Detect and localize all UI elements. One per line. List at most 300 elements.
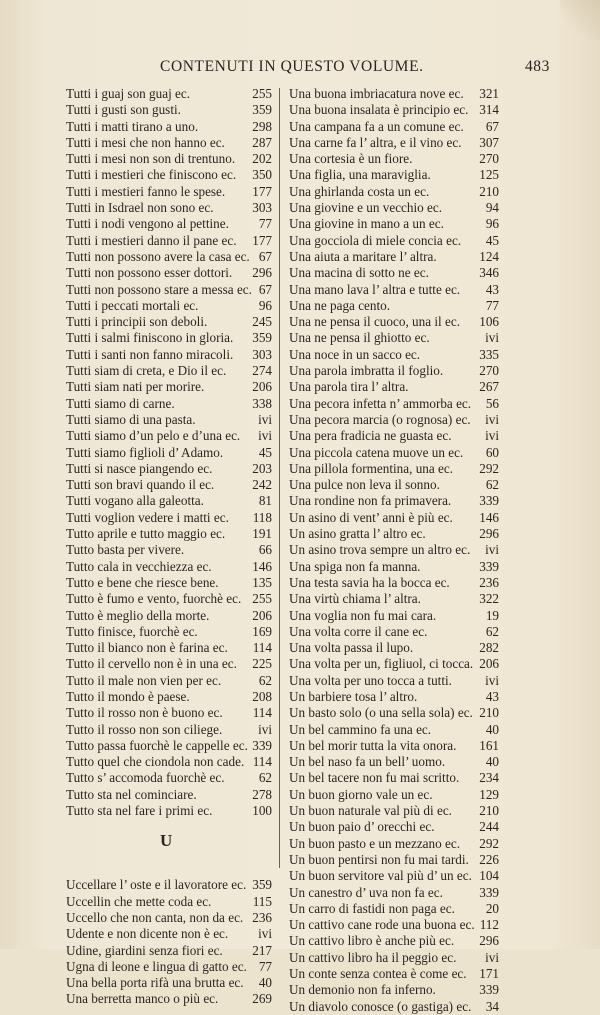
entry-text: Un buon pasto e un mezzano ec. [289,835,461,851]
entry-text: Uccellare l’ oste e il lavoratore ec. [66,877,247,893]
entry-page: 269 [252,991,272,1007]
entry-page: 115 [252,893,272,909]
entry-text: Tutti i mestieri fanno le spese. [66,183,226,199]
entry-text: Una volta corre il cane ec. [289,623,428,639]
index-entry [289,314,499,330]
entry-text: Tutti siam nati per morire. [66,379,205,395]
index-entry [289,885,499,901]
entry-text: Tutti non possono esser dottori. [66,265,233,281]
entry-page: 43 [485,688,499,704]
entry-page: 234 [479,770,499,786]
entry-page: 236 [252,909,272,925]
index-entry [66,86,272,102]
index-entry [289,102,499,118]
entry-text: Un bel cammino fa una ec. [289,721,432,737]
entry-text: Tutti siam di creta, e Dio il ec. [66,363,227,379]
entry-text: Tutto aprile e tutto maggio ec. [66,526,226,542]
entry-page: 206 [479,656,499,672]
entry-page: 118 [252,509,272,525]
index-entry [289,493,499,509]
entry-page: 67 [485,118,499,134]
entry-page: 114 [252,705,272,721]
entry-page: 62 [485,477,499,493]
entry-page: 346 [479,265,499,281]
index-entry [289,119,499,135]
entry-text: Tutti i nodi vengono al pettine. [66,216,229,232]
entry-page: 66 [258,542,272,558]
index-entry [66,396,272,412]
entry-page: 267 [479,379,499,395]
entry-text: Una volta passa il lupo. [289,640,414,656]
entry-text: Uccellin che mette coda ec. [66,893,212,909]
index-entry [289,852,499,868]
index-entry [66,151,272,167]
entry-page: 245 [252,314,272,330]
index-entry [289,982,499,998]
index-entry [289,575,499,591]
entry-text: Tutti siamo di carne. [66,395,175,411]
entry-page: 210 [479,705,499,721]
entry-page: 217 [252,942,272,958]
entry-text: Tutti i mestieri che finiscono ec. [66,167,237,183]
entry-text: Una pillola formentina, una ec. [289,460,454,476]
entry-text: Tutti vogano alla galeotta. [66,493,204,509]
index-entry [66,894,272,910]
entry-page: ivi [485,428,499,444]
index-entry [66,102,272,118]
index-entry [66,412,272,428]
entry-page: 244 [479,819,499,835]
entry-text: Tutto basta per vivere. [66,542,185,558]
index-entry [66,347,272,363]
index-entry [289,200,499,216]
index-entry [66,379,272,395]
index-entry [66,770,272,786]
entry-text: Una pera fradicia ne guasta ec. [289,428,452,444]
index-entry [66,689,272,705]
entry-page: 94 [485,200,499,216]
entry-page: 96 [485,216,499,232]
entry-page: 43 [485,281,499,297]
entry-page: ivi [485,542,499,558]
entry-text: Un asino gratta l’ altro ec. [289,526,426,542]
entry-text: Tutti siamo di una pasta. [66,411,196,427]
entry-page: 191 [252,526,272,542]
running-header [160,58,550,80]
entry-page: 146 [252,558,272,574]
entry-page: 282 [479,640,499,656]
entry-text: Un demonio non fa inferno. [289,982,436,998]
index-entry [289,265,499,281]
entry-text: Una virtù chiama l’ altra. [289,591,421,607]
index-entry [289,624,499,640]
entry-page: 62 [485,623,499,639]
index-entry [289,249,499,265]
index-entry [66,330,272,346]
entry-page: 62 [258,672,272,688]
index-entry [66,991,272,1007]
index-entry [66,656,272,672]
index-entry [289,673,499,689]
entry-text: Tutti non possono stare a messa ec. [66,281,252,297]
entry-page: 114 [252,754,272,770]
index-entry [289,868,499,884]
index-entry [289,135,499,151]
entry-text: Tutto passa fuorchè le cappelle ec. [66,737,248,753]
entry-page: 77 [258,958,272,974]
index-entry [66,477,272,493]
entry-page: 335 [479,346,499,362]
entry-text: Una figlia, una maraviglia. [289,167,431,183]
entry-page: 210 [479,183,499,199]
entry-page: 210 [479,803,499,819]
entry-text: Tutti non possono avere la casa ec. [66,248,250,264]
entry-page: 96 [258,297,272,313]
entry-text: Una noce in un sacco ec. [289,346,421,362]
index-entry [66,445,272,461]
entry-text: Tutti voglion vedere i matti ec. [66,509,229,525]
entry-page: 359 [252,102,272,118]
index-entry [66,298,272,314]
index-entry [289,282,499,298]
entry-text: Una berretta manco o più ec. [66,991,219,1007]
entries-una-un [289,86,499,1015]
entry-text: Tutti i mestieri danno il pane ec. [66,232,237,248]
entry-page: 339 [479,982,499,998]
index-entry [66,542,272,558]
entry-text: Una giovine e un vecchio ec. [289,200,443,216]
entry-text: Udine, giardini senza fiori ec. [66,942,223,958]
index-entry [289,347,499,363]
index-entry [66,640,272,656]
entry-text: Tutto s’ accomoda fuorchè ec. [66,770,225,786]
entry-page: 45 [258,444,272,460]
entry-text: Una piccola catena muove un ec. [289,444,464,460]
entry-page: 171 [479,966,499,982]
entry-text: Tutto sta nel fare i primi ec. [66,803,213,819]
entry-page: 287 [252,134,272,150]
entry-page: 203 [252,460,272,476]
index-entry [289,233,499,249]
index-entry [66,673,272,689]
entry-text: Tutto il mondo è paese. [66,688,190,704]
entry-text: Una macina di sotto ne ec. [289,265,429,281]
entry-page: 177 [252,232,272,248]
entry-text: Un basto solo (o una sella sola) ec. [289,705,473,721]
entry-text: Una buona imbriacatura nove ec. [289,86,464,101]
index-entry [289,950,499,966]
index-entry [289,933,499,949]
entry-page: 106 [479,314,499,330]
entry-text: Una ghirlanda costa un ec. [289,183,430,199]
index-entry [289,819,499,835]
entry-page: 206 [252,379,272,395]
index-entry [289,966,499,982]
entry-page: ivi [258,721,272,737]
entry-page: 40 [485,721,499,737]
entry-page: 208 [252,688,272,704]
index-entry [289,542,499,558]
entry-text: Tutto sta nel cominciare. [66,786,197,802]
entry-text: Una aiuta a maritare l’ altra. [289,248,437,264]
entry-text: Tutto il rosso non son ciliege. [66,721,223,737]
index-entry [289,608,499,624]
entry-page: 303 [252,200,272,216]
entry-text: Tutti siamo d’un pelo e d’una ec. [66,428,241,444]
section-heading [66,819,272,877]
entry-page: 20 [485,900,499,916]
entry-text: Una volta per un, figliuol, ci tocca. [289,656,474,672]
entry-text: Un conte senza contea è come ec. [289,966,467,982]
entry-text: Tutto quel che ciondola non cade. [66,754,245,770]
entry-text: Tutto è meglio della morte. [66,607,210,623]
index-entry [289,330,499,346]
entry-text: Un bel tacere non fu mai scritto. [289,770,460,786]
entry-text: Una gocciola di miele concia ec. [289,232,462,248]
index-entry [66,233,272,249]
entry-text: Tutto il male non vien per ec. [66,672,222,688]
entry-page: 19 [485,607,499,623]
entry-page: ivi [485,330,499,346]
index-entry [66,200,272,216]
entry-text: Una testa savia ha la bocca ec. [289,574,450,590]
index-entry [289,591,499,607]
entry-text: Tutto è fumo e vento, fuorchè ec. [66,591,242,607]
index-entry [66,363,272,379]
index-entry [66,167,272,183]
entry-text: Una buona insalata è principio ec. [289,102,469,118]
index-entry [66,493,272,509]
index-entry [66,184,272,200]
entry-text: Tutti son bravi quando il ec. [66,477,215,493]
entry-text: Una ne pensa il cuoco, una il ec. [289,314,461,330]
entry-text: Ugna di leone e lingua di gatto ec. [66,958,247,974]
index-entry [66,265,272,281]
index-entry [289,901,499,917]
index-entry [66,461,272,477]
entry-page: 161 [479,737,499,753]
entry-page: 146 [479,509,499,525]
entry-page: 255 [252,86,272,101]
entry-page: 169 [252,623,272,639]
entry-page: 270 [479,363,499,379]
entry-text: Una parola imbratta il foglio. [289,363,444,379]
entry-text: Un buon naturale val più di ec. [289,803,452,819]
entry-page: 274 [252,363,272,379]
entry-text: Un carro di fastidi non paga ec. [289,900,455,916]
entry-page: ivi [258,428,272,444]
entry-page: 339 [252,737,272,753]
index-entry [66,510,272,526]
entry-page: 359 [252,330,272,346]
page-number: 483 [524,58,550,75]
index-entry [289,917,499,933]
entry-text: Una volta per uno tocca a tutti. [289,672,452,688]
entry-text: Una voglia non fu mai cara. [289,607,437,623]
entry-text: Tutti i peccati mortali ec. [66,297,199,313]
entry-text: Tutti i principii son deboli. [66,314,208,330]
index-entry [289,754,499,770]
entry-text: Una giovine in mano a un ec. [289,216,444,232]
entry-text: Una rondine non fa primavera. [289,493,452,509]
entry-page: 206 [252,607,272,623]
index-entry [289,738,499,754]
index-entry [66,624,272,640]
entry-page: 34 [485,998,499,1014]
entry-text: Tutti in Isdrael non sono ec. [66,200,214,216]
entry-page: 270 [479,151,499,167]
index-entry [289,184,499,200]
right-column [289,86,499,1015]
index-entry [289,836,499,852]
index-entry [66,526,272,542]
index-entry [66,591,272,607]
entry-text: Una ne paga cento. [289,297,391,313]
entry-text: Un buon servitore val più d’ un ec. [289,868,472,884]
entry-page: ivi [485,672,499,688]
entry-page: 114 [252,640,272,656]
index-entry [289,787,499,803]
index-entry [66,314,272,330]
entry-page: 292 [479,835,499,851]
entry-page: 338 [252,395,272,411]
entry-page: 236 [479,574,499,590]
entry-text: Tutti siamo figlioli d’ Adamo. [66,444,224,460]
header-title: CONTENUTI IN QUESTO VOLUME. [160,58,424,75]
entry-page: 67 [258,281,272,297]
entry-text: Uccello che non canta, non da ec. [66,909,244,925]
index-entry [289,216,499,232]
index-entry [66,216,272,232]
entry-text: Tutto finisce, fuorchè ec. [66,623,198,639]
index-entry [66,249,272,265]
entry-page: 339 [479,558,499,574]
entry-page: 296 [479,933,499,949]
index-entry [289,167,499,183]
entry-text: Un diavolo conosce (o gastiga) ec. [289,998,472,1014]
index-entry [66,428,272,444]
entry-text: Un cattivo cane rode una buona ec. [289,917,475,933]
entry-page: 100 [252,803,272,819]
entry-page: 339 [479,493,499,509]
entry-page: 298 [252,118,272,134]
section-letter: U [160,831,174,851]
entry-text: Un asino di vent’ anni è più ec. [289,509,453,525]
entry-page: 60 [485,444,499,460]
entry-text: Un buon pentirsi non fu mai tardi. [289,851,469,867]
entry-page: 40 [485,754,499,770]
entry-text: Tutto il rosso non è buono ec. [66,705,223,721]
entry-page: 314 [479,102,499,118]
index-entry [289,510,499,526]
index-entry [66,877,272,893]
entry-page: 350 [252,167,272,183]
entry-page: 292 [479,460,499,476]
index-entry [289,803,499,819]
entry-page: 104 [479,868,499,884]
index-entry [66,722,272,738]
index-entry [289,477,499,493]
entry-text: Tutti i gusti son gusti. [66,102,181,118]
index-entry [66,926,272,942]
entry-page: ivi [258,926,272,942]
entry-page: 307 [479,134,499,150]
entry-text: Una pecora marcia (o rognosa) ec. [289,411,471,427]
index-entry [289,640,499,656]
entry-page: 77 [485,297,499,313]
index-entry [66,975,272,991]
index-entry [289,689,499,705]
entry-page: 135 [252,574,272,590]
entry-page: 255 [252,591,272,607]
index-entry [66,787,272,803]
entry-text: Una carne fa l’ altra, e il vino ec. [289,134,462,150]
entry-text: Una bella porta rifà una brutta ec. [66,975,244,991]
entry-page: 112 [479,917,499,933]
entry-text: Un asino trova sempre un altro ec. [289,542,471,558]
index-entry [289,298,499,314]
entry-page: 339 [479,884,499,900]
entry-page: 40 [258,975,272,991]
index-entry [66,754,272,770]
entry-page: 359 [252,877,272,893]
entry-text: Udente e non dicente non è ec. [66,926,229,942]
index-entry [289,705,499,721]
entries-tutti [66,86,272,819]
index-entry [66,135,272,151]
index-entry [289,151,499,167]
index-entry [289,770,499,786]
entry-text: Tutti i matti tirano a uno. [66,118,199,134]
entry-text: Un cattivo libro è anche più ec. [289,933,455,949]
entry-text: Tutto e bene che riesce bene. [66,574,219,590]
index-entry [66,943,272,959]
entry-text: Tutti i santi non fanno miracoli. [66,346,234,362]
entry-text: Una cortesia è un fiore. [289,151,413,167]
index-entry [66,575,272,591]
entry-text: Una campana fa a un comune ec. [289,118,464,134]
entry-page: 125 [479,167,499,183]
entry-text: Tutti i mesi non son di trentuno. [66,151,236,167]
entry-text: Tutti i mesi che non hanno ec. [66,134,225,150]
entry-page: 225 [252,656,272,672]
entry-page: 278 [252,786,272,802]
entry-text: Tutti i guaj son guaj ec. [66,86,191,101]
entry-text: Un bel naso fa un bell’ uomo. [289,754,446,770]
entry-page: 303 [252,346,272,362]
entry-page: 62 [258,770,272,786]
column-divider [279,88,280,868]
entry-text: Tutti si nasce piangendo ec. [66,460,213,476]
index-entry [66,803,272,819]
index-entry [66,608,272,624]
index-entry [289,86,499,102]
entry-page: ivi [485,411,499,427]
index-entry [289,999,499,1015]
entry-text: Tutto cala in vecchiezza ec. [66,558,212,574]
entry-page: 124 [479,248,499,264]
index-entry [66,282,272,298]
entry-page: ivi [258,411,272,427]
entry-text: Una spiga non fa manna. [289,558,421,574]
entries-u [66,877,272,1007]
entry-text: Un barbiere tosa l’ altro. [289,688,418,704]
entry-page: ivi [485,949,499,965]
index-entry [289,461,499,477]
entry-page: 177 [252,183,272,199]
entry-text: Una pecora infetta n’ ammorba ec. [289,395,472,411]
entry-page: 81 [258,493,272,509]
